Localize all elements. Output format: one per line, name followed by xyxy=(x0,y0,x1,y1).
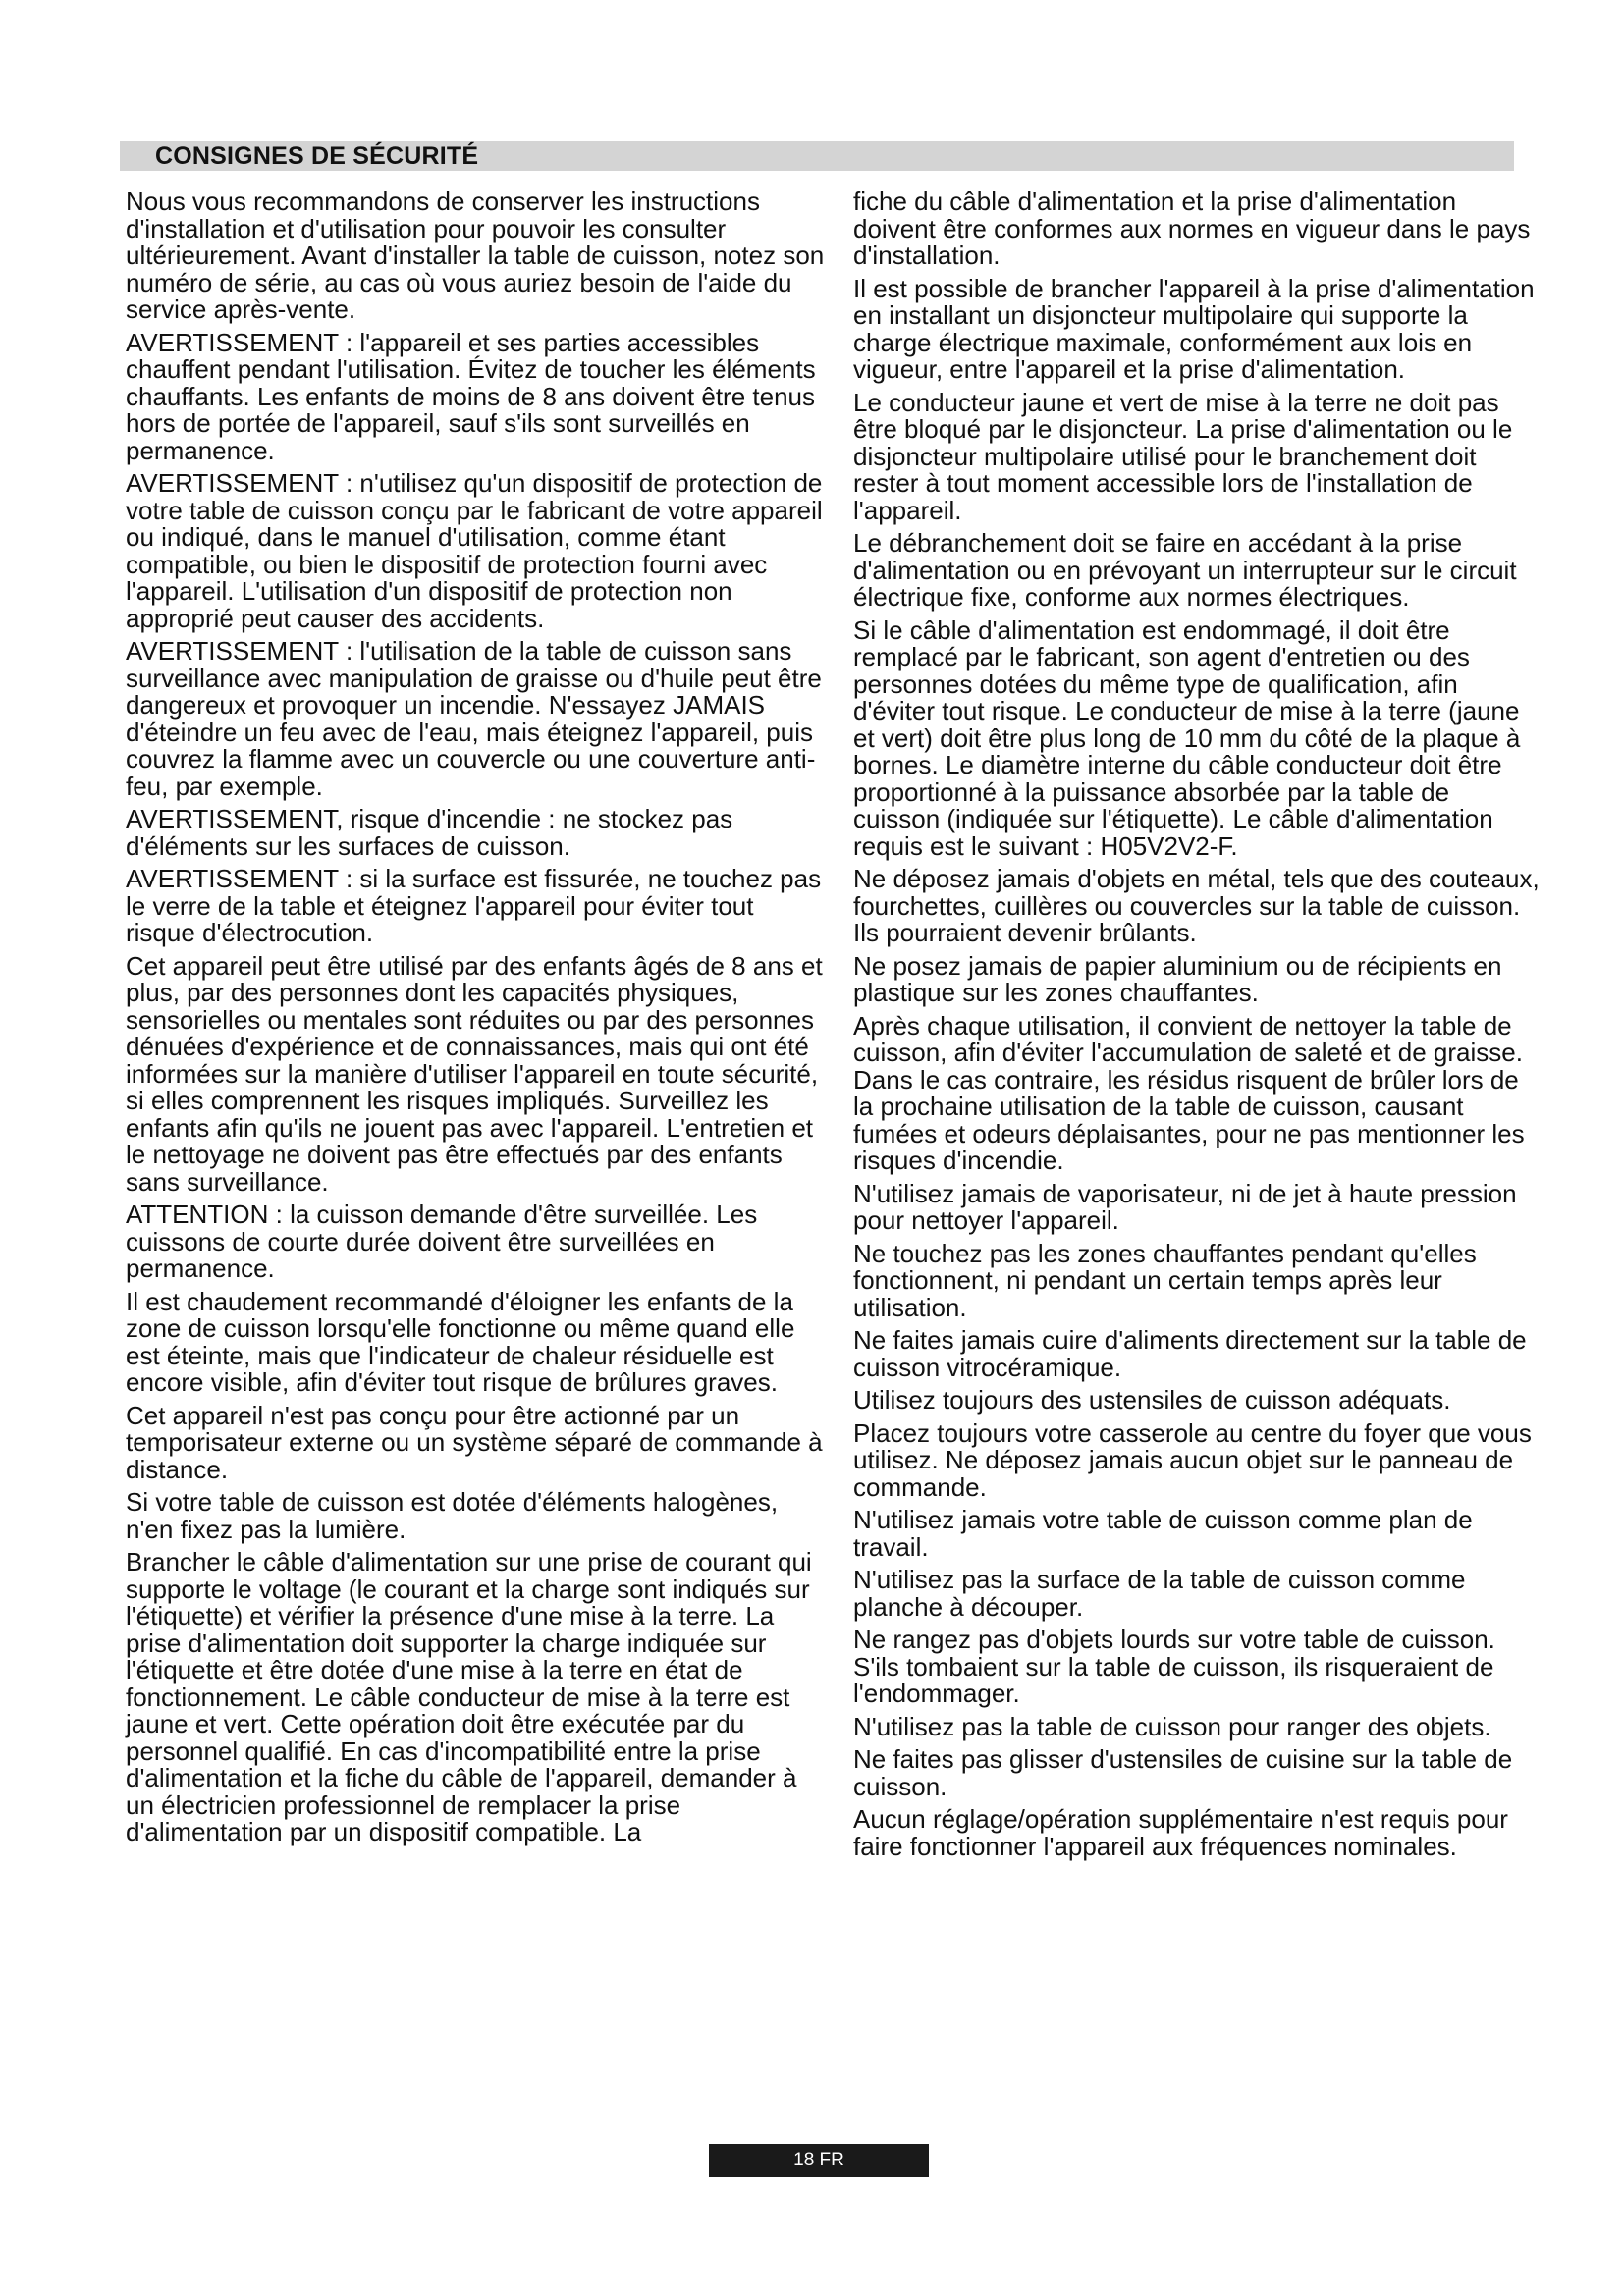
paragraph: Cet appareil n'est pas conçu pour être actionné par un temporisateur externe ou un système séparé de commande à distance. xyxy=(126,1400,823,1484)
paragraph: Nous vous recommandons de conserver les instructions d'installation et d'utilisation pour pouvoir les consulter ultérieurement. Avant d'installer la table de cuisson, notez son numéro de série, au cas où vous auriez besoin de l'aide du service après-vente. xyxy=(126,187,825,324)
paragraph: ATTENTION : la cuisson demande d'être surveillée. Les cuissons de courte durée doivent être surveillées en permanence. xyxy=(126,1200,758,1283)
paragraph: Si votre table de cuisson est dotée d'éléments halogènes, n'en fixez pas la lumière. xyxy=(126,1487,779,1544)
paragraph: AVERTISSEMENT : si la surface est fissurée, ne touchez pas le verre de la table et éteignez l'appareil pour éviter tout risque d'électrocution. xyxy=(126,864,822,947)
paragraph: Ne faites jamais cuire d'aliments directement sur la table de cuisson vitrocéramique. xyxy=(853,1325,1527,1382)
section-header-bar xyxy=(120,141,1514,171)
paragraph: N'utilisez jamais votre table de cuisson comme plan de travail. xyxy=(853,1505,1473,1562)
paragraph: N'utilisez pas la surface de la table de cuisson comme planche à découper. xyxy=(853,1565,1466,1622)
paragraph: Après chaque utilisation, il convient de nettoyer la table de cuisson, afin d'éviter l'accumulation de saleté et de graisse. Dans le cas contraire, les résidus risquent de brûler lors de la prochaine utilisation de la table de cuisson, causant fumées et odeurs déplaisantes, pour ne pas mentionner les risques d'incendie. xyxy=(853,1010,1525,1175)
paragraph: Cet appareil peut être utilisé par des enfants âgés de 8 ans et plus, par des personnes dont les capacités physiques, sensorielles ou mentales sont réduites ou par des personnes dénuées d'expérience et de connaissances, mais qui ont été informées sur la manière d'utiliser l'appareil en toute sécurité, si elles comprennent les risques impliqués. Surveillez les enfants afin qu'ils ne jouent pas avec l'appareil. L'entretien et le nettoyage ne doivent pas être effectués par des enfants sans surveillance. xyxy=(126,950,823,1197)
page-number: 18 FR xyxy=(709,2144,929,2177)
paragraph: Si le câble d'alimentation est endommagé, il doit être remplacé par le fabricant, son agent d'entretien ou des personnes dotées du même type de qualification, afin d'éviter tout risque. Le conducteur de mise à la terre (jaune et vert) doit être plus long de 10 mm du côté de la plaque à bornes. Le diamètre interne du câble conducteur doit être proportionné à la puissance absorbée par la table de cuisson (indiquée sur l'étiquette). Le câble d'alimentation requis est le suivant : H05V2V2-F. xyxy=(853,614,1521,861)
paragraph: Ne touchez pas les zones chauffantes pendant qu'elles fonctionnent, ni pendant un certain temps après leur utilisation. xyxy=(853,1238,1477,1322)
paragraph: Utilisez toujours des ustensiles de cuisson adéquats. xyxy=(853,1385,1451,1415)
paragraph: N'utilisez pas la table de cuisson pour ranger des objets. xyxy=(853,1711,1491,1741)
paragraph: AVERTISSEMENT : l'utilisation de la table de cuisson sans surveillance avec manipulation de graisse ou d'huile peut être dangereux et provoquer un incendie. N'essayez JAMAIS d'éteindre un feu avec de l'eau, mais éteignez l'appareil, puis couvrez la flamme avec un couvercle ou une couverture anti-feu, par exemple. xyxy=(126,636,822,801)
paragraph: Le conducteur jaune et vert de mise à la terre ne doit pas être bloqué par le disjoncteur. La prise d'alimentation ou le disjoncteur multipolaire utilisé pour le branchement doit rester à tout moment accessible lors de l'installation de l'appareil. xyxy=(853,387,1513,525)
paragraph: Le débranchement doit se faire en accédant à la prise d'alimentation ou en prévoyant un interrupteur sur le circuit électrique fixe, conforme aux normes électriques. xyxy=(853,528,1517,612)
paragraph: fiche du câble d'alimentation et la prise d'alimentation doivent être conformes aux normes en vigueur dans le pays d'installation. xyxy=(853,187,1531,270)
right-column xyxy=(853,188,1541,1866)
paragraph: Ne déposez jamais d'objets en métal, tels que des couteaux, fourchettes, cuillères ou couvercles sur la table de cuisson. Ils pourraient devenir brûlants. xyxy=(853,864,1540,947)
paragraph: N'utilisez jamais de vaporisateur, ni de jet à haute pression pour nettoyer l'appareil. xyxy=(853,1178,1517,1235)
section-title: CONSIGNES DE SÉCURITÉ xyxy=(155,142,479,170)
paragraph: Ne rangez pas d'objets lourds sur votre table de cuisson. S'ils tombaient sur la table de cuisson, ils risqueraient de l'endommager. xyxy=(853,1625,1495,1708)
paragraph: Il est chaudement recommandé d'éloigner les enfants de la zone de cuisson lorsqu'elle fonctionne ou même quand elle est éteinte, mais que l'indicateur de chaleur résiduelle est encore visible, afin d'éviter tout risque de brûlures graves. xyxy=(126,1286,795,1397)
paragraph: Brancher le câble d'alimentation sur une prise de courant qui supporte le voltage (le courant et la charge sont indiqués sur l'étiquette) et vérifier la présence d'une mise à la terre. La prise d'alimentation doit supporter la charge indiquée sur l'étiquette et être dotée d'une mise à la terre en état de fonctionnement. Le câble conducteur de mise à la terre est jaune et vert. Cette opération doit être exécutée par du personnel qualifié. En cas d'incompatibilité entre la prise d'alimentation et la fiche du câble de l'appareil, demander à un électricien professionnel de remplacer la prise d'alimentation par un dispositif compatible. La xyxy=(126,1547,812,1846)
paragraph: AVERTISSEMENT, risque d'incendie : ne stockez pas d'éléments sur les surfaces de cuisson. xyxy=(126,804,733,861)
left-column xyxy=(126,188,829,1852)
paragraph: AVERTISSEMENT : l'appareil et ses parties accessibles chauffent pendant l'utilisation. Évitez de toucher les éléments chauffants. Les enfants de moins de 8 ans doivent être tenus hors de portée de l'appareil, sauf s'ils sont surveillés en permanence. xyxy=(126,327,816,465)
paragraph: Placez toujours votre casserole au centre du foyer que vous utilisez. Ne déposez jamais aucun objet sur le panneau de commande. xyxy=(853,1417,1532,1502)
paragraph: Ne posez jamais de papier aluminium ou de récipients en plastique sur les zones chauffantes. xyxy=(853,950,1502,1007)
paragraph: AVERTISSEMENT : n'utilisez qu'un dispositif de protection de votre table de cuisson conçu par le fabricant de votre appareil ou indiqué, dans le manuel d'utilisation, comme étant compatible, ou bien le dispositif de protection fourni avec l'appareil. L'utilisation d'un dispositif de protection non approprié peut causer des accidents. xyxy=(126,468,823,633)
paragraph: Ne faites pas glisser d'ustensiles de cuisine sur la table de cuisson. xyxy=(853,1744,1513,1801)
paragraph: Il est possible de brancher l'appareil à la prise d'alimentation en installant un disjoncteur multipolaire qui supporte la charge électrique maximale, conformément aux lois en vigueur, entre l'appareil et la prise d'alimentation. xyxy=(853,273,1535,384)
paragraph: Aucun réglage/opération supplémentaire n'est requis pour faire fonctionner l'appareil aux fréquences nominales. xyxy=(853,1804,1508,1861)
